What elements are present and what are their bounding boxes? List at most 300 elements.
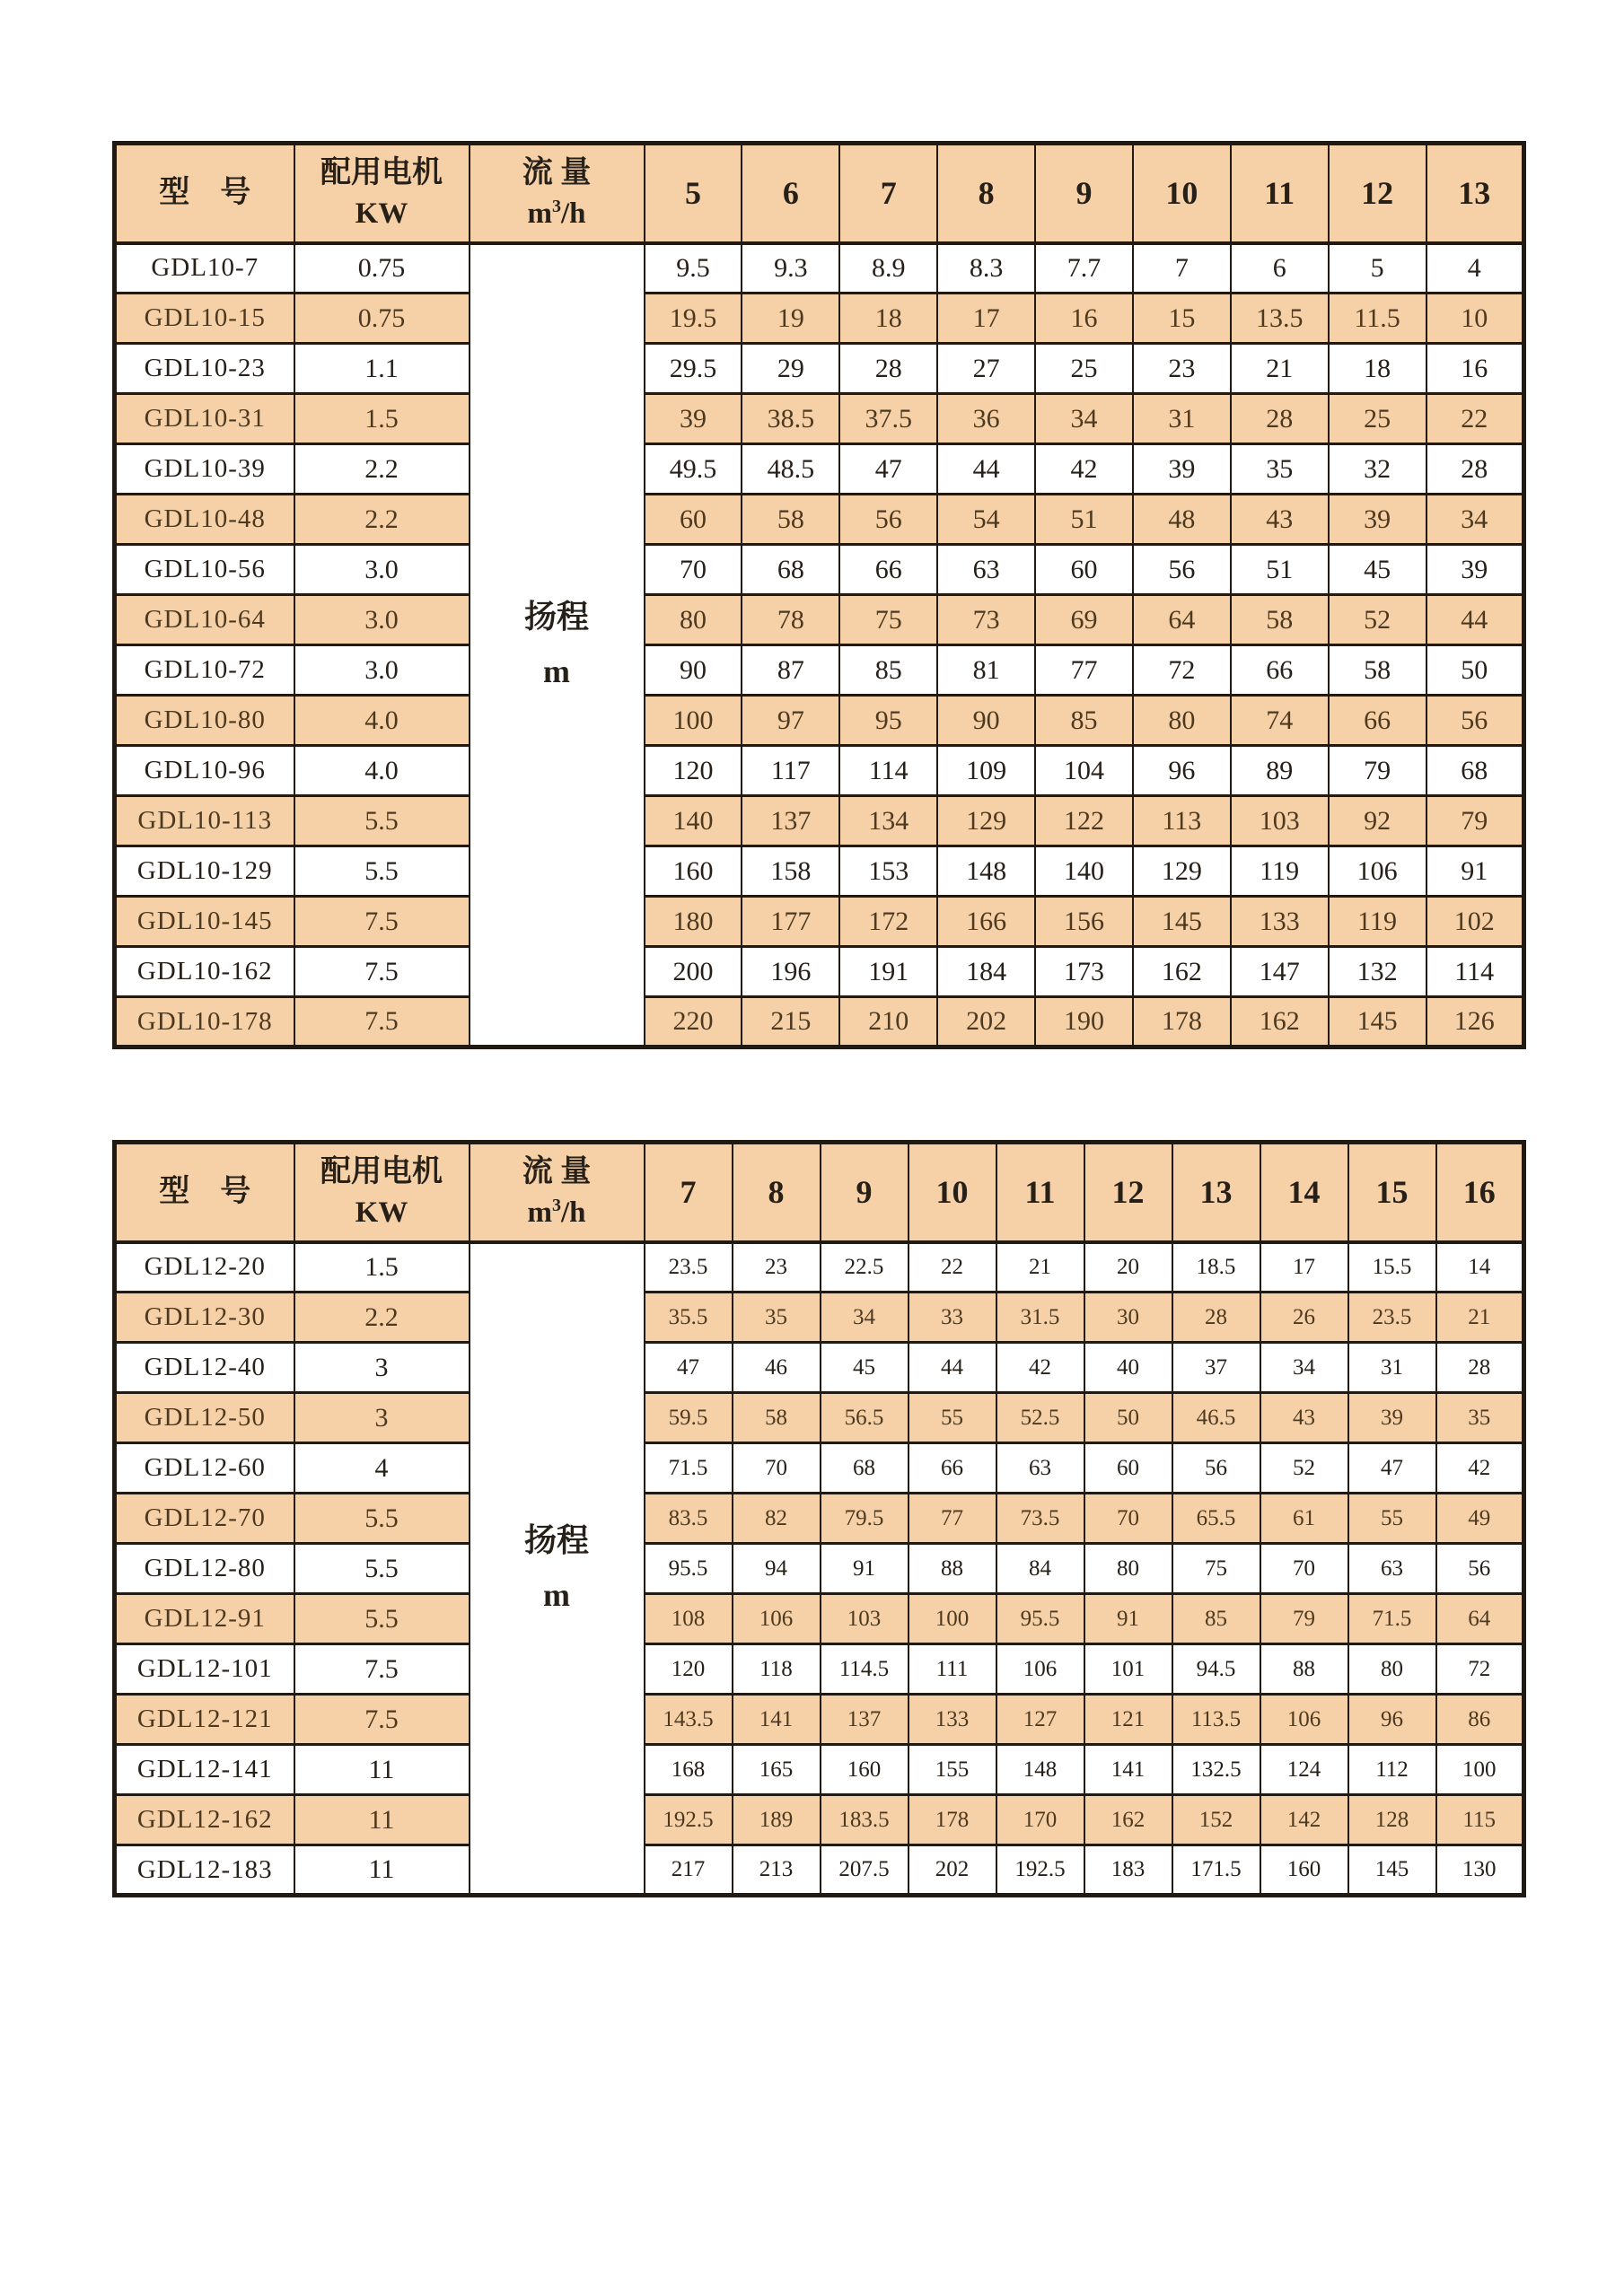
head-value-cell: 77 [909, 1494, 996, 1544]
motor-kw-cell: 1.1 [294, 344, 470, 394]
flow-column-header [470, 144, 645, 243]
table-row [115, 1695, 1524, 1745]
motor-kw-cell: 7.5 [294, 997, 470, 1047]
head-value-cell: 6 [1231, 243, 1329, 294]
head-value-cell: 115 [1436, 1795, 1524, 1845]
model-cell: GDL12-101 [115, 1644, 294, 1695]
head-value-cell: 173 [1035, 947, 1133, 997]
head-value-cell: 103 [1231, 796, 1329, 846]
motor-kw-cell: 5.5 [294, 1494, 470, 1544]
head-value-cell: 79 [1329, 746, 1426, 796]
head-value-cell: 119 [1329, 897, 1426, 947]
head-value-cell: 70 [733, 1443, 821, 1494]
head-value-cell: 13.5 [1231, 294, 1329, 344]
head-value-cell: 22 [909, 1242, 996, 1293]
flow-header-label: 流 量 [522, 156, 592, 190]
head-value-cell: 124 [1260, 1745, 1348, 1795]
head-value-cell: 36 [937, 394, 1035, 444]
head-value-cell: 165 [733, 1745, 821, 1795]
head-value-cell: 42 [1035, 444, 1133, 495]
head-value-cell: 61 [1260, 1494, 1348, 1544]
head-value-cell: 79.5 [821, 1494, 909, 1544]
head-value-cell: 132.5 [1172, 1745, 1260, 1795]
head-value-cell: 70 [645, 545, 742, 595]
head-value-cell: 191 [839, 947, 937, 997]
table-row [115, 444, 1524, 495]
head-value-cell: 121 [1084, 1695, 1172, 1745]
head-value-cell: 16 [1035, 294, 1133, 344]
head-value-cell: 14 [1436, 1242, 1524, 1293]
table-row [115, 1343, 1524, 1393]
head-value-cell: 45 [821, 1343, 909, 1393]
head-value-cell: 101 [1084, 1644, 1172, 1695]
head-value-cell: 145 [1133, 897, 1231, 947]
head-value-cell: 60 [645, 495, 742, 545]
head-value-cell: 46 [733, 1343, 821, 1393]
flow-value-column-header: 8 [937, 144, 1035, 243]
head-value-cell: 56 [1133, 545, 1231, 595]
head-value-cell: 145 [1348, 1845, 1436, 1896]
head-value-cell: 29.5 [645, 344, 742, 394]
head-value-cell: 100 [645, 696, 742, 746]
head-value-cell: 21 [996, 1242, 1084, 1293]
motor-header-unit: KW [355, 197, 408, 230]
head-value-cell: 202 [909, 1845, 996, 1896]
head-value-cell: 45 [1329, 545, 1426, 595]
head-value-cell: 23 [1133, 344, 1231, 394]
model-cell: GDL12-141 [115, 1745, 294, 1795]
head-value-cell: 60 [1084, 1443, 1172, 1494]
head-value-cell: 160 [645, 846, 742, 897]
head-value-cell: 130 [1436, 1845, 1524, 1896]
head-value-cell: 23.5 [1348, 1293, 1436, 1343]
head-value-cell: 56.5 [821, 1393, 909, 1443]
head-value-cell: 63 [996, 1443, 1084, 1494]
head-value-cell: 19 [742, 294, 839, 344]
model-cell: GDL10-145 [115, 897, 294, 947]
head-value-cell: 95.5 [996, 1594, 1084, 1644]
head-value-cell: 95 [839, 696, 937, 746]
model-cell: GDL10-15 [115, 294, 294, 344]
head-value-cell: 46.5 [1172, 1393, 1260, 1443]
model-cell: GDL10-80 [115, 696, 294, 746]
head-value-cell: 28 [839, 344, 937, 394]
head-value-cell: 92 [1329, 796, 1426, 846]
model-cell: GDL12-121 [115, 1695, 294, 1745]
model-cell: GDL12-80 [115, 1544, 294, 1594]
head-value-cell: 156 [1035, 897, 1133, 947]
table-row [115, 1293, 1524, 1343]
head-value-cell: 68 [742, 545, 839, 595]
model-column-header: 型 号 [115, 1143, 294, 1242]
head-value-cell: 81 [937, 645, 1035, 696]
head-value-cell: 112 [1348, 1745, 1436, 1795]
flow-value-column-header: 10 [1133, 144, 1231, 243]
head-value-cell: 189 [733, 1795, 821, 1845]
head-value-cell: 147 [1231, 947, 1329, 997]
head-value-cell: 96 [1348, 1695, 1436, 1745]
head-value-cell: 25 [1035, 344, 1133, 394]
head-value-cell: 106 [1329, 846, 1426, 897]
gdl12-spec-table [112, 1140, 1526, 1897]
head-value-cell: 7 [1133, 243, 1231, 294]
head-value-cell: 160 [821, 1745, 909, 1795]
motor-kw-cell: 11 [294, 1795, 470, 1845]
motor-kw-cell: 5.5 [294, 796, 470, 846]
head-value-cell: 183.5 [821, 1795, 909, 1845]
flow-value-column-header: 9 [1035, 144, 1133, 243]
table-row [115, 746, 1524, 796]
motor-header-label: 配用电机 [320, 156, 443, 190]
head-value-cell: 141 [1084, 1745, 1172, 1795]
head-value-cell: 106 [1260, 1695, 1348, 1745]
head-value-cell: 91 [1084, 1594, 1172, 1644]
table-row [115, 1845, 1524, 1896]
head-value-cell: 148 [937, 846, 1035, 897]
motor-kw-cell: 3 [294, 1393, 470, 1443]
head-value-cell: 48.5 [742, 444, 839, 495]
head-value-cell: 166 [937, 897, 1035, 947]
head-value-cell: 9.3 [742, 243, 839, 294]
head-value-cell: 118 [733, 1644, 821, 1695]
head-value-cell: 39 [645, 394, 742, 444]
head-value-cell: 15 [1133, 294, 1231, 344]
head-value-cell: 153 [839, 846, 937, 897]
head-value-cell: 155 [909, 1745, 996, 1795]
model-cell: GDL10-178 [115, 997, 294, 1047]
head-value-cell: 66 [1231, 645, 1329, 696]
head-value-cell: 34 [1426, 495, 1524, 545]
head-value-cell: 28 [1426, 444, 1524, 495]
head-value-cell: 31 [1348, 1343, 1436, 1393]
head-value-cell: 35.5 [645, 1293, 733, 1343]
flow-value-column-header: 11 [996, 1143, 1084, 1242]
motor-kw-cell: 5.5 [294, 1544, 470, 1594]
head-value-cell: 11.5 [1329, 294, 1426, 344]
model-column-header: 型 号 [115, 144, 294, 243]
header-row [115, 1143, 1524, 1242]
head-value-cell: 122 [1035, 796, 1133, 846]
head-value-cell: 34 [1260, 1343, 1348, 1393]
motor-kw-cell: 11 [294, 1745, 470, 1795]
model-cell: GDL10-56 [115, 545, 294, 595]
head-value-cell: 54 [937, 495, 1035, 545]
motor-kw-cell: 2.2 [294, 495, 470, 545]
motor-kw-cell: 3.0 [294, 545, 470, 595]
gdl10-spec-table [112, 141, 1526, 1049]
motor-kw-cell: 3.0 [294, 595, 470, 645]
head-value-cell: 109 [937, 746, 1035, 796]
table-row [115, 897, 1524, 947]
head-value-cell: 71.5 [645, 1443, 733, 1494]
head-value-cell: 133 [1231, 897, 1329, 947]
head-value-cell: 70 [1260, 1544, 1348, 1594]
head-value-cell: 162 [1231, 997, 1329, 1047]
head-value-cell: 88 [909, 1544, 996, 1594]
flow-value-column-header: 9 [821, 1143, 909, 1242]
head-value-cell: 66 [839, 545, 937, 595]
table-row [115, 294, 1524, 344]
table-row [115, 495, 1524, 545]
head-value-cell: 18 [839, 294, 937, 344]
head-value-cell: 32 [1329, 444, 1426, 495]
head-value-cell: 56 [1426, 696, 1524, 746]
motor-kw-cell: 4.0 [294, 746, 470, 796]
head-value-cell: 48 [1133, 495, 1231, 545]
model-cell: GDL12-60 [115, 1443, 294, 1494]
head-value-cell: 72 [1133, 645, 1231, 696]
head-value-cell: 10 [1426, 294, 1524, 344]
head-value-cell: 172 [839, 897, 937, 947]
model-cell: GDL12-183 [115, 1845, 294, 1896]
table-row [115, 394, 1524, 444]
head-value-cell: 114.5 [821, 1644, 909, 1695]
head-value-cell: 91 [1426, 846, 1524, 897]
head-value-cell: 137 [821, 1695, 909, 1745]
head-value-cell: 202 [937, 997, 1035, 1047]
head-value-cell: 82 [733, 1494, 821, 1544]
head-value-cell: 29 [742, 344, 839, 394]
head-value-cell: 106 [733, 1594, 821, 1644]
head-value-cell: 215 [742, 997, 839, 1047]
motor-kw-cell: 2.2 [294, 1293, 470, 1343]
motor-kw-cell: 1.5 [294, 1242, 470, 1293]
head-value-cell: 70 [1084, 1494, 1172, 1544]
motor-kw-cell: 4 [294, 1443, 470, 1494]
flow-value-column-header: 13 [1426, 144, 1524, 243]
head-value-cell: 39 [1426, 545, 1524, 595]
head-value-cell: 170 [996, 1795, 1084, 1845]
head-value-cell: 23.5 [645, 1242, 733, 1293]
head-value-cell: 52.5 [996, 1393, 1084, 1443]
head-value-cell: 37.5 [839, 394, 937, 444]
table-row [115, 1644, 1524, 1695]
head-value-cell: 103 [821, 1594, 909, 1644]
head-value-cell: 95.5 [645, 1544, 733, 1594]
head-value-cell: 128 [1348, 1795, 1436, 1845]
head-value-cell: 91 [821, 1544, 909, 1594]
head-value-cell: 100 [909, 1594, 996, 1644]
motor-kw-cell: 4.0 [294, 696, 470, 746]
head-value-cell: 217 [645, 1845, 733, 1896]
head-value-cell: 79 [1260, 1594, 1348, 1644]
head-value-cell: 66 [909, 1443, 996, 1494]
head-value-cell: 137 [742, 796, 839, 846]
head-value-cell: 114 [839, 746, 937, 796]
head-value-cell: 129 [937, 796, 1035, 846]
head-value-cell: 68 [821, 1443, 909, 1494]
head-value-cell: 85 [1172, 1594, 1260, 1644]
head-value-cell: 5 [1329, 243, 1426, 294]
head-value-cell: 44 [909, 1343, 996, 1393]
head-value-cell: 50 [1084, 1393, 1172, 1443]
motor-kw-cell: 0.75 [294, 294, 470, 344]
head-value-cell: 145 [1329, 997, 1426, 1047]
head-value-cell: 50 [1426, 645, 1524, 696]
head-value-cell: 74 [1231, 696, 1329, 746]
motor-kw-cell: 3.0 [294, 645, 470, 696]
head-value-cell: 26 [1260, 1293, 1348, 1343]
head-value-cell: 102 [1426, 897, 1524, 947]
head-value-cell: 200 [645, 947, 742, 997]
motor-kw-cell: 1.5 [294, 394, 470, 444]
head-value-cell: 68 [1426, 746, 1524, 796]
head-value-cell: 113 [1133, 796, 1231, 846]
head-value-cell: 17 [1260, 1242, 1348, 1293]
head-value-cell: 35 [1231, 444, 1329, 495]
head-value-cell: 196 [742, 947, 839, 997]
table-row [115, 997, 1524, 1047]
head-value-cell: 28 [1436, 1343, 1524, 1393]
head-value-cell: 119 [1231, 846, 1329, 897]
head-value-cell: 86 [1436, 1695, 1524, 1745]
head-value-cell: 33 [909, 1293, 996, 1343]
motor-column-header [294, 144, 470, 243]
model-cell: GDL12-162 [115, 1795, 294, 1845]
head-value-cell: 143.5 [645, 1695, 733, 1745]
head-value-cell: 94.5 [1172, 1644, 1260, 1695]
head-value-cell: 79 [1426, 796, 1524, 846]
head-value-cell: 162 [1084, 1795, 1172, 1845]
motor-header-label: 配用电机 [320, 1155, 443, 1189]
head-value-cell: 100 [1436, 1745, 1524, 1795]
head-merged-cell [470, 243, 645, 1047]
head-value-cell: 160 [1260, 1845, 1348, 1896]
head-value-cell: 220 [645, 997, 742, 1047]
model-cell: GDL10-129 [115, 846, 294, 897]
model-cell: GDL10-72 [115, 645, 294, 696]
table-row [115, 947, 1524, 997]
head-value-cell: 132 [1329, 947, 1426, 997]
head-value-cell: 85 [839, 645, 937, 696]
motor-kw-cell: 3 [294, 1343, 470, 1393]
head-value-cell: 58 [733, 1393, 821, 1443]
head-label: 扬程 [523, 599, 589, 635]
table-row [115, 796, 1524, 846]
head-value-cell: 64 [1133, 595, 1231, 645]
head-value-cell: 35 [733, 1293, 821, 1343]
table-row [115, 1242, 1524, 1293]
head-merged-cell [470, 1242, 645, 1896]
head-value-cell: 18.5 [1172, 1242, 1260, 1293]
head-value-cell: 31 [1133, 394, 1231, 444]
head-value-cell: 43 [1231, 495, 1329, 545]
head-value-cell: 207.5 [821, 1845, 909, 1896]
flow-header-unit: $m^3/h$ [527, 1195, 586, 1229]
head-value-cell: 96 [1133, 746, 1231, 796]
head-value-cell: 15.5 [1348, 1242, 1436, 1293]
head-value-cell: 59.5 [645, 1393, 733, 1443]
head-value-cell: 56 [1172, 1443, 1260, 1494]
head-value-cell: 142 [1260, 1795, 1348, 1845]
table-row [115, 1795, 1524, 1845]
head-value-cell: 31.5 [996, 1293, 1084, 1343]
model-cell: GDL12-40 [115, 1343, 294, 1393]
table-row [115, 846, 1524, 897]
head-value-cell: 42 [996, 1343, 1084, 1393]
head-value-cell: 134 [839, 796, 937, 846]
head-value-cell: 171.5 [1172, 1845, 1260, 1896]
head-value-cell: 43 [1260, 1393, 1348, 1443]
head-value-cell: 63 [1348, 1544, 1436, 1594]
model-cell: GDL10-162 [115, 947, 294, 997]
table-row [115, 1544, 1524, 1594]
head-value-cell: 63 [937, 545, 1035, 595]
table-row [115, 243, 1524, 294]
head-value-cell: 51 [1035, 495, 1133, 545]
motor-kw-cell: 5.5 [294, 1594, 470, 1644]
head-label: 扬程 [523, 1522, 589, 1559]
table-row [115, 595, 1524, 645]
head-value-cell: 90 [645, 645, 742, 696]
head-value-cell: 34 [1035, 394, 1133, 444]
head-value-cell: 23 [733, 1242, 821, 1293]
flow-value-column-header: 12 [1329, 144, 1426, 243]
head-value-cell: 97 [742, 696, 839, 746]
head-value-cell: 78 [742, 595, 839, 645]
flow-header-unit: $m^3/h$ [527, 196, 586, 230]
head-value-cell: 28 [1172, 1293, 1260, 1343]
head-value-cell: 55 [909, 1393, 996, 1443]
head-value-cell: 39 [1133, 444, 1231, 495]
head-value-cell: 72 [1436, 1644, 1524, 1695]
head-value-cell: 40 [1084, 1343, 1172, 1393]
head-value-cell: 56 [839, 495, 937, 545]
flow-value-column-header: 15 [1348, 1143, 1436, 1242]
head-value-cell: 17 [937, 294, 1035, 344]
head-value-cell: 210 [839, 997, 937, 1047]
head-value-cell: 190 [1035, 997, 1133, 1047]
head-unit: m [543, 653, 570, 690]
model-cell: GDL12-50 [115, 1393, 294, 1443]
head-value-cell: 106 [996, 1644, 1084, 1695]
head-value-cell: 8.3 [937, 243, 1035, 294]
head-value-cell: 129 [1133, 846, 1231, 897]
head-value-cell: 113.5 [1172, 1695, 1260, 1745]
head-value-cell: 114 [1426, 947, 1524, 997]
head-value-cell: 35 [1436, 1393, 1524, 1443]
head-value-cell: 80 [645, 595, 742, 645]
head-value-cell: 25 [1329, 394, 1426, 444]
motor-kw-cell: 7.5 [294, 1695, 470, 1745]
head-value-cell: 177 [742, 897, 839, 947]
head-value-cell: 77 [1035, 645, 1133, 696]
head-value-cell: 126 [1426, 997, 1524, 1047]
head-value-cell: 21 [1436, 1293, 1524, 1343]
head-value-cell: 30 [1084, 1293, 1172, 1343]
flow-value-column-header: 14 [1260, 1143, 1348, 1242]
flow-value-column-header: 7 [645, 1143, 733, 1242]
head-value-cell: 73 [937, 595, 1035, 645]
motor-kw-cell: 7.5 [294, 1644, 470, 1695]
head-value-cell: 140 [645, 796, 742, 846]
head-value-cell: 27 [937, 344, 1035, 394]
head-value-cell: 37 [1172, 1343, 1260, 1393]
head-value-cell: 80 [1133, 696, 1231, 746]
head-value-cell: 8.9 [839, 243, 937, 294]
head-value-cell: 42 [1436, 1443, 1524, 1494]
head-value-cell: 65.5 [1172, 1494, 1260, 1544]
head-value-cell: 111 [909, 1644, 996, 1695]
header-row [115, 144, 1524, 243]
head-value-cell: 141 [733, 1695, 821, 1745]
head-value-cell: 20 [1084, 1242, 1172, 1293]
head-value-cell: 52 [1260, 1443, 1348, 1494]
head-value-cell: 19.5 [645, 294, 742, 344]
flow-column-header [470, 1143, 645, 1242]
head-value-cell: 178 [1133, 997, 1231, 1047]
head-value-cell: 152 [1172, 1795, 1260, 1845]
